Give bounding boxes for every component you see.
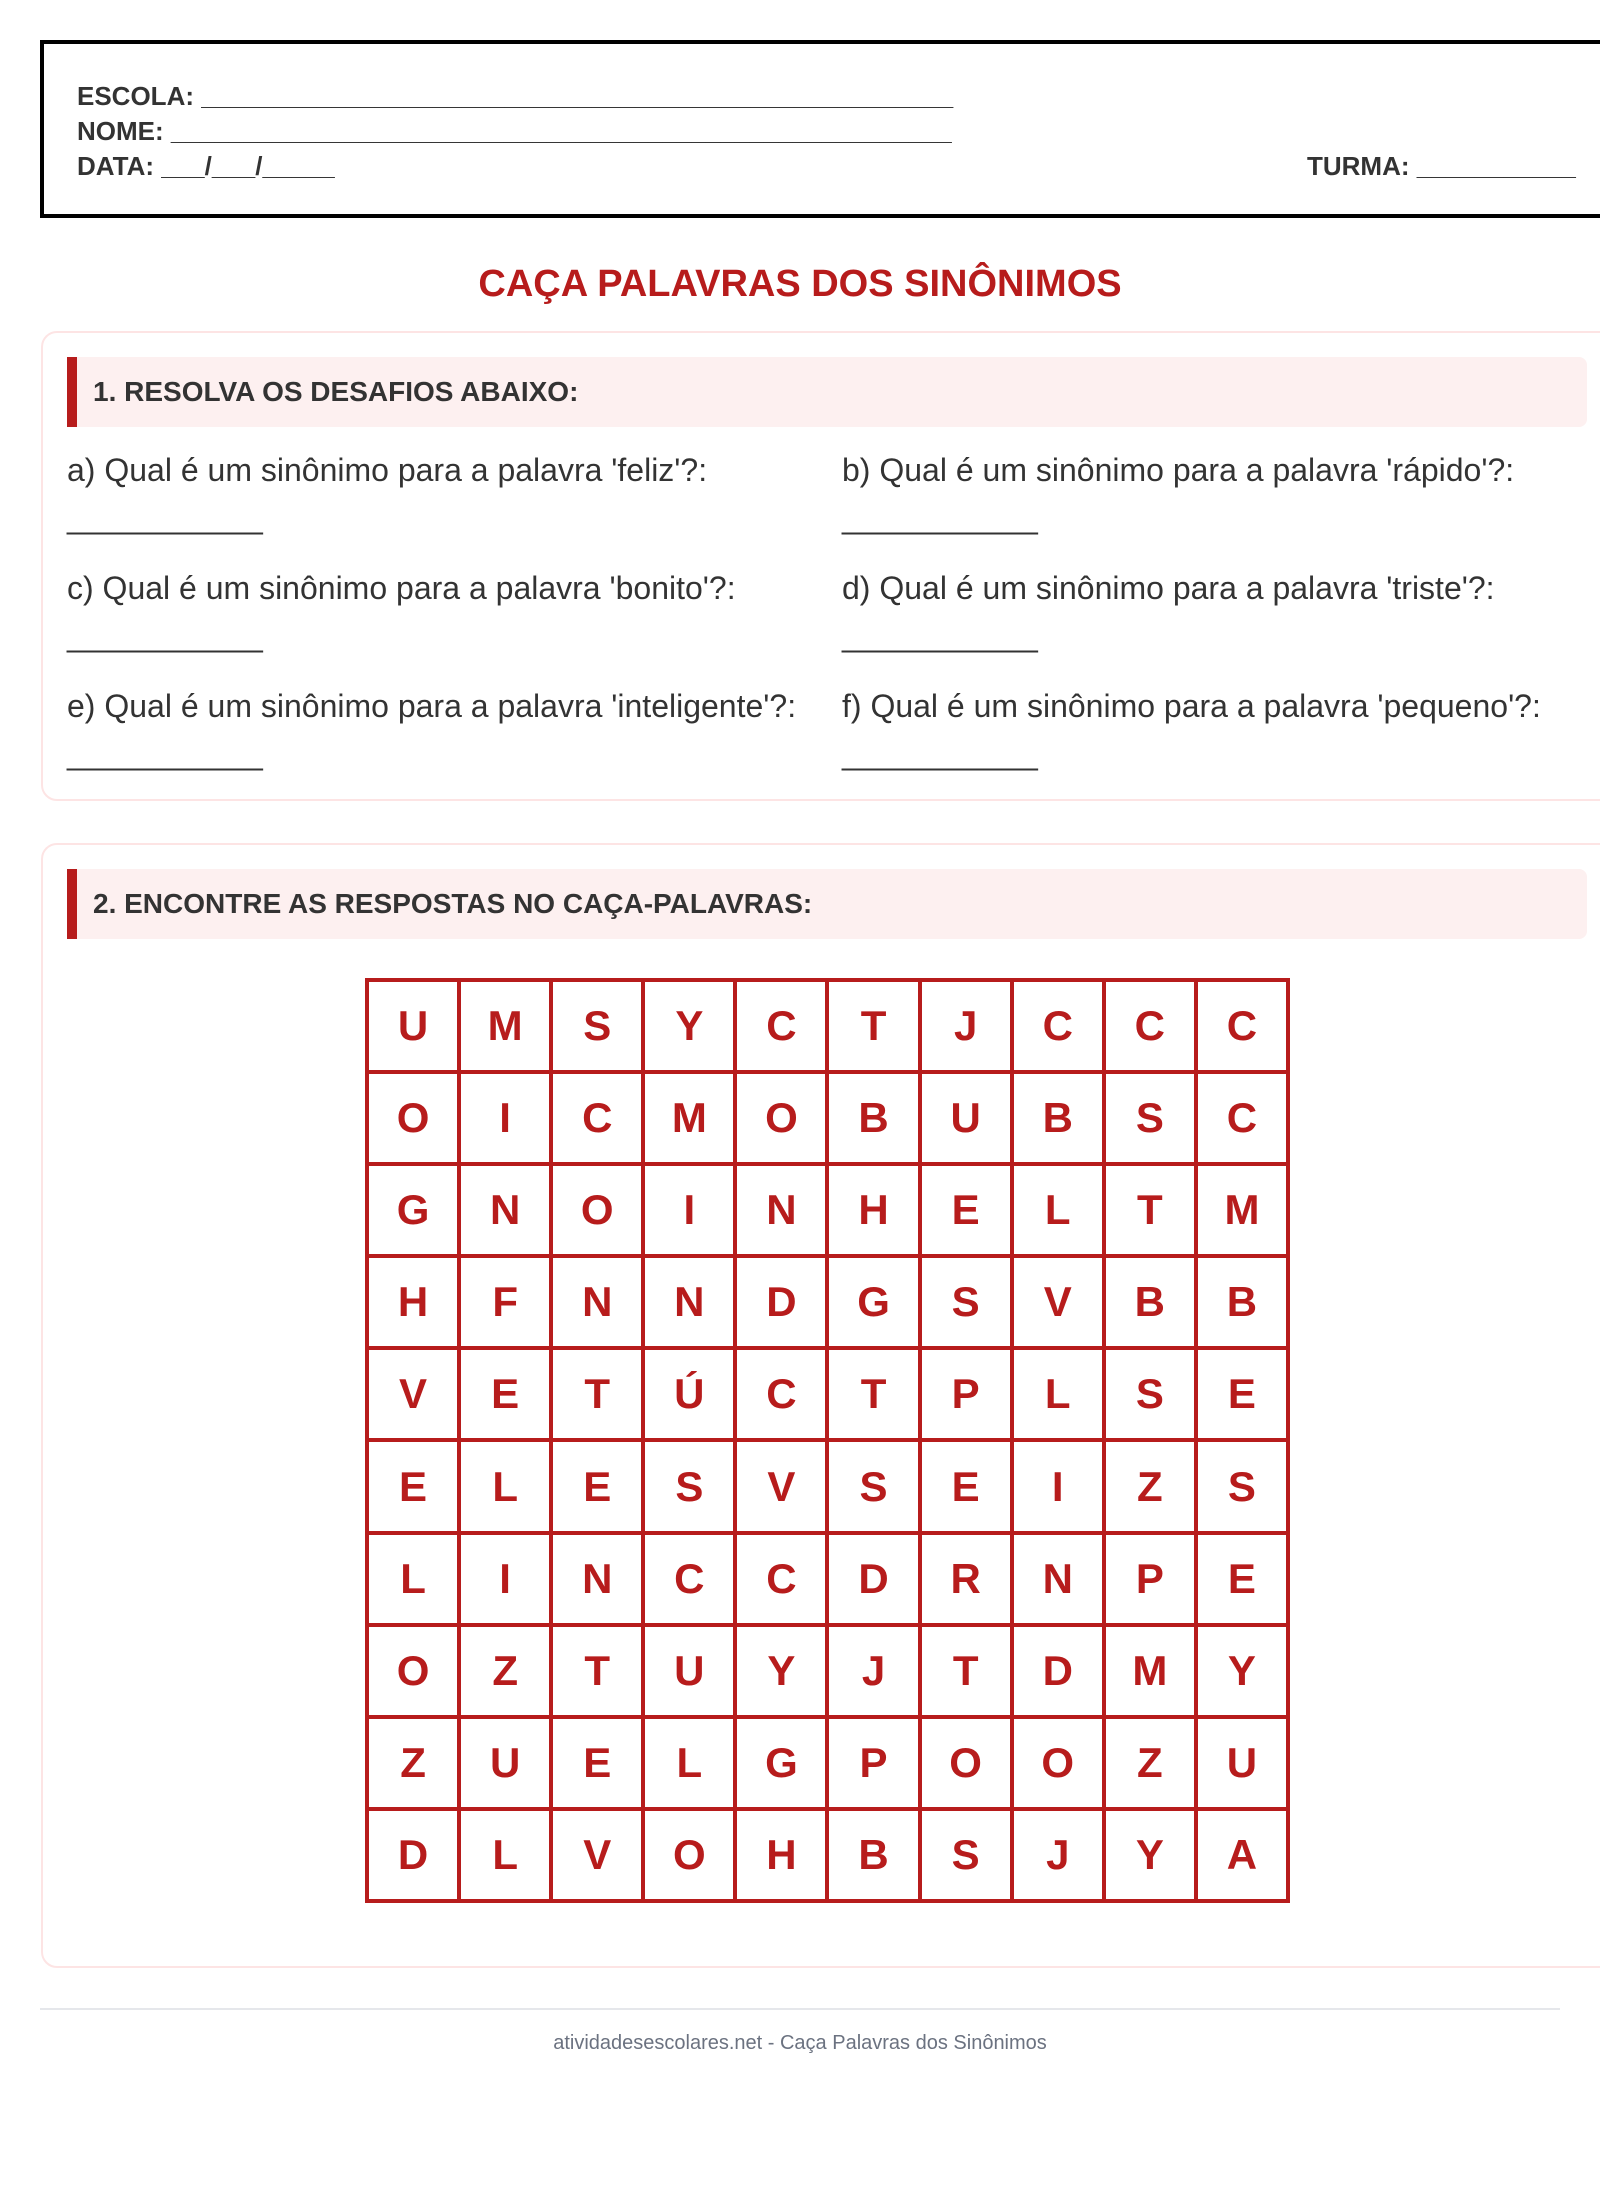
grid-cell[interactable]: O [367, 1625, 459, 1717]
question-d [842, 565, 1582, 659]
grid-cell[interactable]: N [551, 1256, 643, 1348]
grid-cell[interactable]: Z [459, 1625, 551, 1717]
grid-cell[interactable]: H [367, 1256, 459, 1348]
grid-cell[interactable]: T [551, 1348, 643, 1440]
answer-blank[interactable]: ___________ [67, 499, 263, 535]
student-info-box [40, 40, 1600, 218]
grid-cell[interactable]: T [1104, 1164, 1196, 1256]
grid-cell[interactable]: N [643, 1256, 735, 1348]
section-2-header [67, 869, 1587, 939]
grid-cell[interactable]: C [1196, 1072, 1288, 1164]
grid-cell[interactable]: B [1012, 1072, 1104, 1164]
date-blank[interactable]: ___/___/_____ [161, 151, 335, 181]
grid-cell[interactable]: O [643, 1809, 735, 1901]
grid-cell[interactable]: B [827, 1072, 919, 1164]
grid-cell[interactable]: S [920, 1256, 1012, 1348]
school-blank[interactable]: ____________________________________________________ [201, 81, 954, 111]
grid-cell[interactable]: Z [367, 1717, 459, 1809]
section-1-header [67, 357, 1587, 427]
grid-cell[interactable]: B [827, 1809, 919, 1901]
grid-cell[interactable]: D [367, 1809, 459, 1901]
grid-cell[interactable]: Y [1104, 1809, 1196, 1901]
name-blank[interactable]: ______________________________________________________ [170, 116, 952, 146]
grid-cell[interactable]: V [551, 1809, 643, 1901]
grid-cell[interactable]: Y [643, 980, 735, 1072]
grid-cell[interactable]: E [551, 1440, 643, 1532]
grid-cell[interactable]: S [1104, 1072, 1196, 1164]
school-label: ESCOLA: [77, 81, 194, 111]
grid-cell[interactable]: O [1012, 1717, 1104, 1809]
grid-cell[interactable]: L [367, 1533, 459, 1625]
grid-cell[interactable]: C [1196, 980, 1288, 1072]
answer-blank[interactable]: ___________ [842, 735, 1038, 771]
word-search-card [41, 843, 1600, 1968]
grid-cell[interactable]: J [1012, 1809, 1104, 1901]
grid-cell[interactable]: S [1196, 1440, 1288, 1532]
grid-cell[interactable]: O [920, 1717, 1012, 1809]
grid-cell[interactable]: L [1012, 1348, 1104, 1440]
class-blank[interactable]: ___________ [1416, 151, 1576, 181]
grid-cell[interactable]: Z [1104, 1717, 1196, 1809]
class-field[interactable] [1307, 151, 1576, 181]
answer-blank[interactable]: ___________ [842, 499, 1038, 535]
grid-cell[interactable]: T [827, 1348, 919, 1440]
grid-cell[interactable]: E [1196, 1533, 1288, 1625]
grid-cell[interactable]: U [459, 1717, 551, 1809]
grid-cell[interactable]: B [1196, 1256, 1288, 1348]
grid-cell[interactable]: N [1012, 1533, 1104, 1625]
answer-blank[interactable]: ___________ [67, 617, 263, 653]
grid-cell[interactable]: D [735, 1256, 827, 1348]
answer-blank[interactable]: ___________ [842, 617, 1038, 653]
question-text: b) Qual é um sinônimo para a palavra 'rápido'?: [842, 452, 1515, 488]
grid-cell[interactable]: F [459, 1256, 551, 1348]
question-text: c) Qual é um sinônimo para a palavra 'bonito'?: [67, 570, 736, 606]
grid-cell[interactable]: G [827, 1256, 919, 1348]
grid-cell[interactable]: M [643, 1072, 735, 1164]
grid-cell[interactable]: G [735, 1717, 827, 1809]
grid-cell[interactable]: L [459, 1440, 551, 1532]
date-field[interactable] [77, 151, 335, 181]
grid-cell[interactable]: E [920, 1440, 1012, 1532]
grid-cell[interactable]: U [1196, 1717, 1288, 1809]
grid-cell[interactable]: U [643, 1625, 735, 1717]
grid-cell[interactable]: Z [1104, 1440, 1196, 1532]
page-title: CAÇA PALAVRAS DOS SINÔNIMOS [478, 263, 1122, 305]
grid-cell[interactable]: E [367, 1440, 459, 1532]
grid-cell[interactable]: M [1196, 1164, 1288, 1256]
question-text: a) Qual é um sinônimo para a palavra 'feliz'?: [67, 452, 708, 488]
grid-cell[interactable]: V [1012, 1256, 1104, 1348]
date-label: DATA: [77, 151, 155, 181]
grid-cell[interactable]: L [459, 1809, 551, 1901]
grid-cell[interactable]: H [827, 1164, 919, 1256]
grid-cell[interactable]: S [827, 1440, 919, 1532]
grid-cell[interactable]: O [551, 1164, 643, 1256]
grid-cell[interactable]: S [643, 1440, 735, 1532]
question-text: f) Qual é um sinônimo para a palavra 'pequeno'?: [842, 688, 1541, 724]
grid-cell[interactable]: J [827, 1625, 919, 1717]
grid-cell[interactable]: S [920, 1809, 1012, 1901]
grid-cell[interactable]: T [551, 1625, 643, 1717]
grid-cell[interactable]: I [459, 1533, 551, 1625]
grid-cell[interactable]: C [735, 980, 827, 1072]
section-1-heading: 1. RESOLVA OS DESAFIOS ABAIXO: [93, 376, 579, 407]
footer-text: atividadesescolares.net - Caça Palavras dos Sinônimos [553, 2032, 1047, 2054]
grid-cell[interactable]: U [367, 980, 459, 1072]
question-text: d) Qual é um sinônimo para a palavra 'triste'?: [842, 570, 1495, 606]
question-f [842, 683, 1582, 777]
grid-cell[interactable]: C [735, 1533, 827, 1625]
grid-cell[interactable]: I [1012, 1440, 1104, 1532]
grid-cell[interactable]: M [1104, 1625, 1196, 1717]
grid-cell[interactable]: E [459, 1348, 551, 1440]
grid-cell[interactable]: T [920, 1625, 1012, 1717]
question-e [67, 683, 807, 777]
grid-cell[interactable]: M [459, 980, 551, 1072]
grid-cell[interactable]: G [367, 1164, 459, 1256]
footer-divider [40, 2008, 1560, 2010]
section-2-heading: 2. ENCONTRE AS RESPOSTAS NO CAÇA-PALAVRAS: [93, 888, 813, 919]
question-b [842, 447, 1582, 541]
grid-cell[interactable]: P [920, 1348, 1012, 1440]
grid-cell[interactable]: V [735, 1440, 827, 1532]
grid-cell[interactable]: Y [1196, 1625, 1288, 1717]
grid-cell[interactable]: I [643, 1164, 735, 1256]
grid-cell[interactable]: C [735, 1348, 827, 1440]
grid-cell[interactable]: C [1012, 980, 1104, 1072]
question-text: e) Qual é um sinônimo para a palavra 'inteligente'?: [67, 688, 797, 724]
grid-cell[interactable]: C [1104, 980, 1196, 1072]
grid-cell[interactable]: L [1012, 1164, 1104, 1256]
grid-cell[interactable]: N [735, 1164, 827, 1256]
name-label: NOME: [77, 116, 164, 146]
answer-blank[interactable]: ___________ [67, 735, 263, 771]
grid-cell[interactable]: N [459, 1164, 551, 1256]
grid-cell[interactable]: C [551, 1072, 643, 1164]
grid-cell[interactable]: D [1012, 1625, 1104, 1717]
grid-cell[interactable]: E [1196, 1348, 1288, 1440]
grid-cell[interactable]: P [1104, 1533, 1196, 1625]
grid-cell[interactable]: V [367, 1348, 459, 1440]
school-field[interactable] [77, 81, 953, 111]
grid-cell[interactable]: P [827, 1717, 919, 1809]
grid-cell[interactable]: E [551, 1717, 643, 1809]
question-a [67, 447, 807, 541]
grid-cell[interactable]: L [643, 1717, 735, 1809]
grid-cell[interactable]: J [920, 980, 1012, 1072]
word-search-grid [365, 978, 1290, 1903]
grid-cell[interactable]: I [459, 1072, 551, 1164]
grid-cell[interactable]: N [551, 1533, 643, 1625]
grid-cell[interactable]: O [367, 1072, 459, 1164]
grid-cell[interactable]: H [735, 1809, 827, 1901]
question-c [67, 565, 807, 659]
grid-cell[interactable]: R [920, 1533, 1012, 1625]
grid-cell[interactable]: Y [735, 1625, 827, 1717]
grid-cell[interactable]: E [920, 1164, 1012, 1256]
challenges-card [41, 331, 1600, 801]
class-label: TURMA: [1307, 151, 1410, 181]
grid-cell[interactable]: T [827, 980, 919, 1072]
grid-cell[interactable]: A [1196, 1809, 1288, 1901]
grid-cell[interactable]: U [920, 1072, 1012, 1164]
grid-cell[interactable]: S [551, 980, 643, 1072]
name-field[interactable] [77, 116, 952, 146]
grid-cell[interactable]: B [1104, 1256, 1196, 1348]
grid-cell[interactable]: O [735, 1072, 827, 1164]
grid-cell[interactable]: Ú [643, 1348, 735, 1440]
grid-cell[interactable]: D [827, 1533, 919, 1625]
grid-cell[interactable]: S [1104, 1348, 1196, 1440]
grid-cell[interactable]: C [643, 1533, 735, 1625]
